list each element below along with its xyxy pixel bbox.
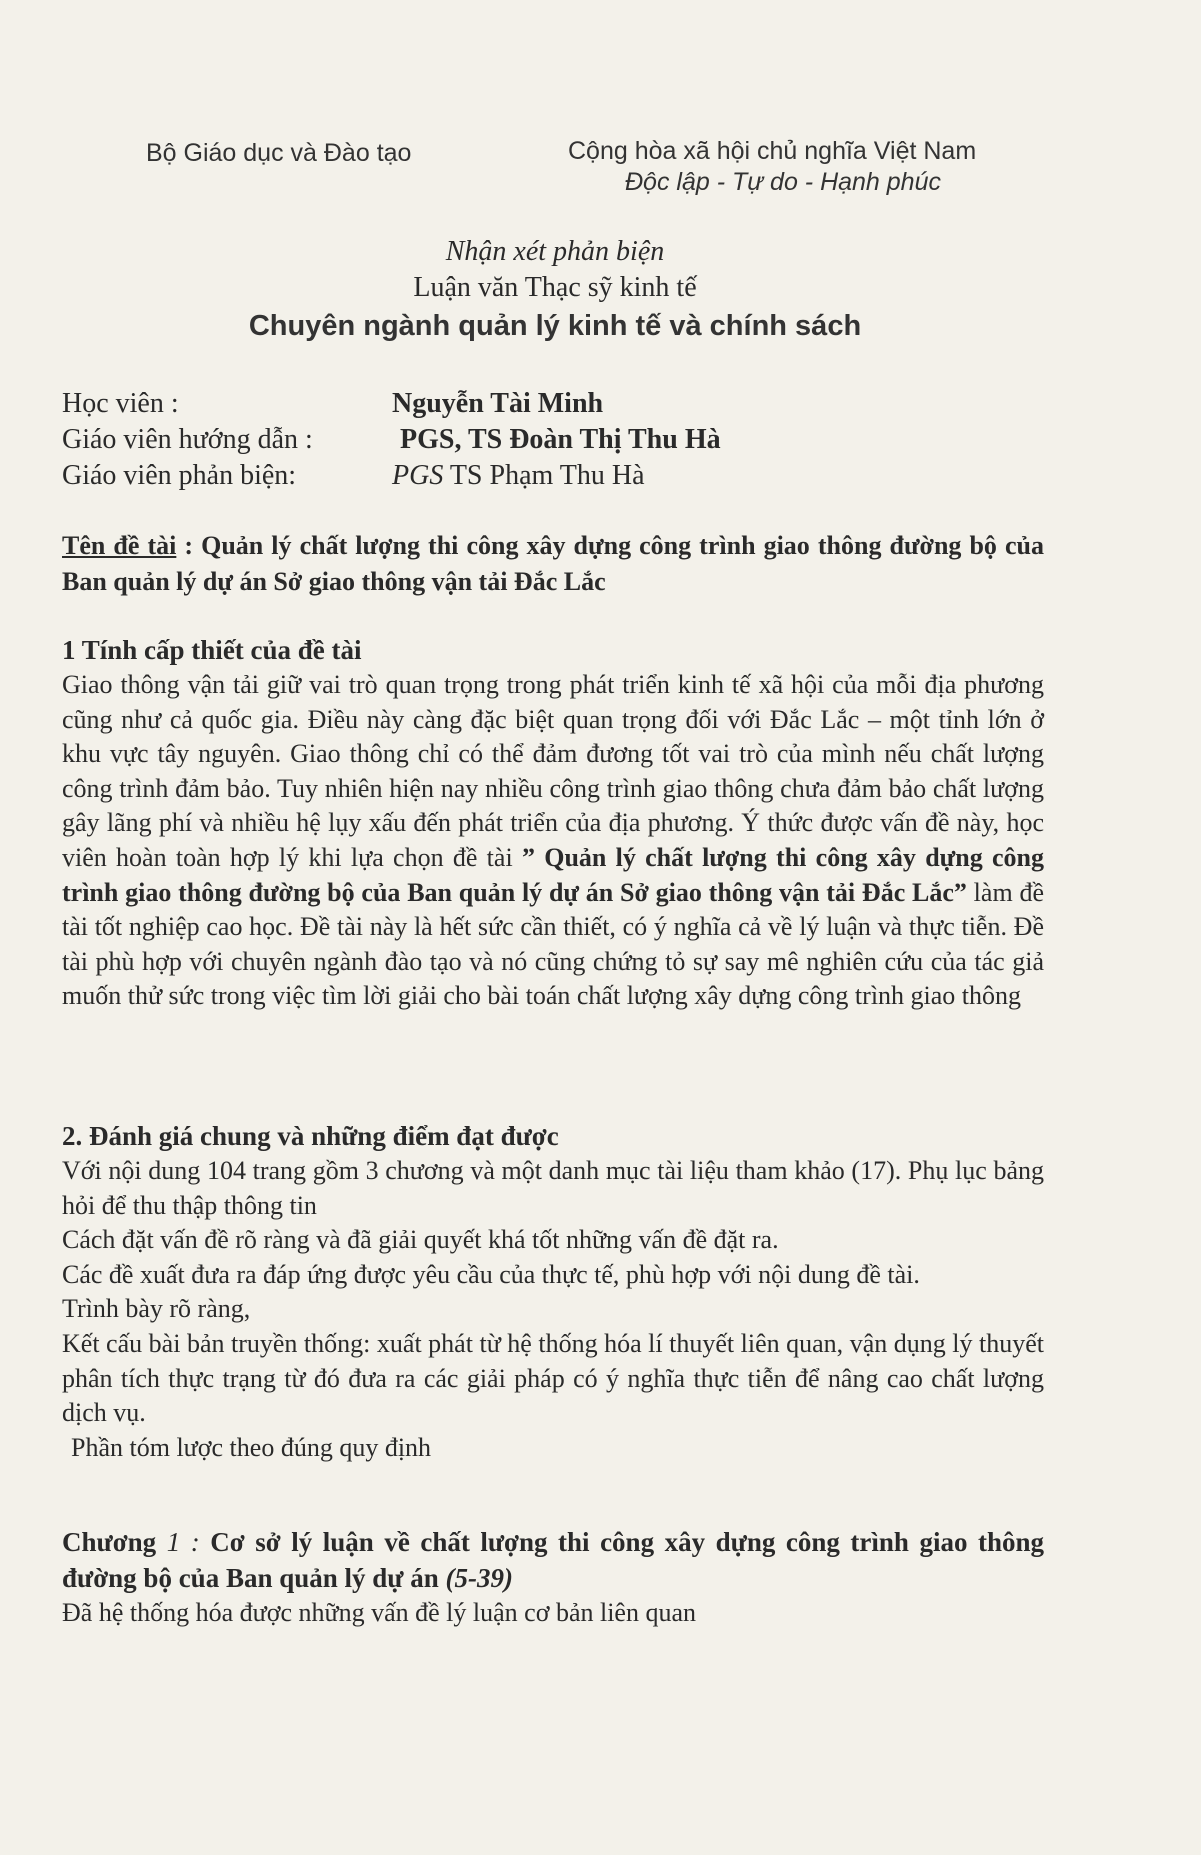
chapter-1-heading (62, 1524, 1044, 1596)
topic-label: Tên đề tài (62, 531, 177, 560)
evaluation-line: Các đề xuất đưa ra đáp ứng được yêu cầu của thực tế, phù hợp với nội dung đề tài. (62, 1259, 920, 1289)
evaluation-line: Cách đặt vấn đề rõ ràng và đã giải quyết khá tốt những vấn đề đặt ra. (62, 1225, 779, 1255)
evaluation-line: Kết cấu bài bản truyền thống: xuất phát từ hệ thống hóa lí thuyết liên quan, vận dụng lý thuyết phân tích thực trạng từ đó đưa ra các giải pháp có ý nghĩa thực tiễn để nâng cao chất lượng dịch vụ. (62, 1328, 1044, 1428)
student-name: Nguyễn Tài Minh (392, 388, 604, 419)
topic-text: : Quản lý chất lượng thi công xây dựng công trình giao thông đường bộ của Ban quản lý dự án Sở giao thông vận tải Đắc Lắc (62, 531, 1044, 596)
info-block (62, 386, 721, 494)
reviewer-label: Giáo viên phản biện: (62, 460, 297, 491)
student-row (62, 386, 721, 422)
student-label: Học viên : (62, 388, 179, 419)
chapter-1-text: Đã hệ thống hóa được những vấn đề lý luận cơ bản liên quan (62, 1598, 697, 1627)
chapter-word: Chương (62, 1527, 167, 1557)
document-title (0, 236, 1110, 343)
national-motto: Độc lập - Tự do - Hạnh phúc (625, 168, 941, 196)
evaluation-line: Trình bày rõ ràng, (62, 1294, 251, 1324)
evaluation-line: Phần tóm lược theo đúng quy định (71, 1432, 432, 1462)
section-necessity-heading: 1 Tính cấp thiết của đề tài (62, 635, 362, 665)
section-necessity (62, 632, 1044, 1014)
section-necessity-text (62, 668, 1044, 1014)
chapter-pages: (5-39) (445, 1563, 513, 1593)
necessity-text-b: làm đề tài tốt nghiệp cao học. Đề tài này là hết sức cần thiết, có ý nghĩa cả về lý luận và thực tiễn. Đề tài phù hợp với chuyên ngành đào tạo và nó cũng chứng tỏ sự say mê nghiên cứu của tác giả muốn thử sức trong việc tìm lời giải cho bài toán chất lượng xây dựng công trình giao thông (62, 877, 1044, 1011)
chapter-title: Cơ sở lý luận về chất lượng thi công xây dựng công trình giao thông đường bộ của Ban quản lý dự án (62, 1527, 1045, 1593)
reviewer-row (62, 458, 721, 494)
ministry-header: Bộ Giáo dục và Đào tạo (146, 139, 412, 167)
title-thesis-type: Luận văn Thạc sỹ kinh tế (413, 272, 697, 303)
reviewer-name: TS Phạm Thu Hà (443, 460, 645, 491)
reviewer-prefix: PGS (392, 460, 444, 491)
evaluation-line: Với nội dung 104 trang gồm 3 chương và một danh mục tài liệu tham khảo (17). Phụ lục bảng hỏi để thu thập thông tin (62, 1156, 1044, 1220)
reviewer-name-wrap (392, 458, 645, 494)
thesis-topic (62, 528, 1044, 600)
necessity-text-a: Giao thông vận tải giữ vai trò quan trọng trong phát triển kinh tế xã hội của mỗi địa phương cũng như cả quốc gia. Điều này càng đặc biệt quan trọng đối với Đắc Lắc – một tỉnh lớn ở khu vực tây nguyên. Giao thông chỉ có thể đảm đương tốt vai trò của mình nếu chất lượng công trình đảm bảo. Tuy nhiên hiện nay nhiều công trình giao thông chưa đảm bảo chất lượng gây lãng phí và nhiều hệ lụy xấu đến phát triển của địa phương. Ý thức được vấn đề này, học viên hoàn toàn hợp lý khi lựa chọn đề tài (62, 670, 1044, 872)
chapter-number: 1 : (166, 1527, 200, 1557)
advisor-label: Giáo viên hướng dẫn : (62, 424, 313, 455)
necessity-topic-quote: ” Quản lý chất lượng thi công xây dựng công trình giao thông đường bộ của Ban quản lý dự án Sở giao thông vận tải Đắc Lắc” (62, 842, 1045, 907)
section-chapter-1 (62, 1524, 1044, 1631)
advisor-name: PGS, TS Đoàn Thị Thu Hà (400, 424, 721, 455)
national-header (568, 137, 1048, 197)
title-specialization: Chuyên ngành quản lý kinh tế và chính sách (248, 310, 862, 342)
section-evaluation (62, 1118, 1044, 1465)
advisor-row (62, 422, 721, 458)
section-evaluation-heading: 2. Đánh giá chung và những điểm đạt được (62, 1121, 559, 1151)
country-name: Cộng hòa xã hội chủ nghĩa Việt Nam (568, 137, 977, 165)
title-review: Nhận xét phản biện (445, 236, 665, 267)
